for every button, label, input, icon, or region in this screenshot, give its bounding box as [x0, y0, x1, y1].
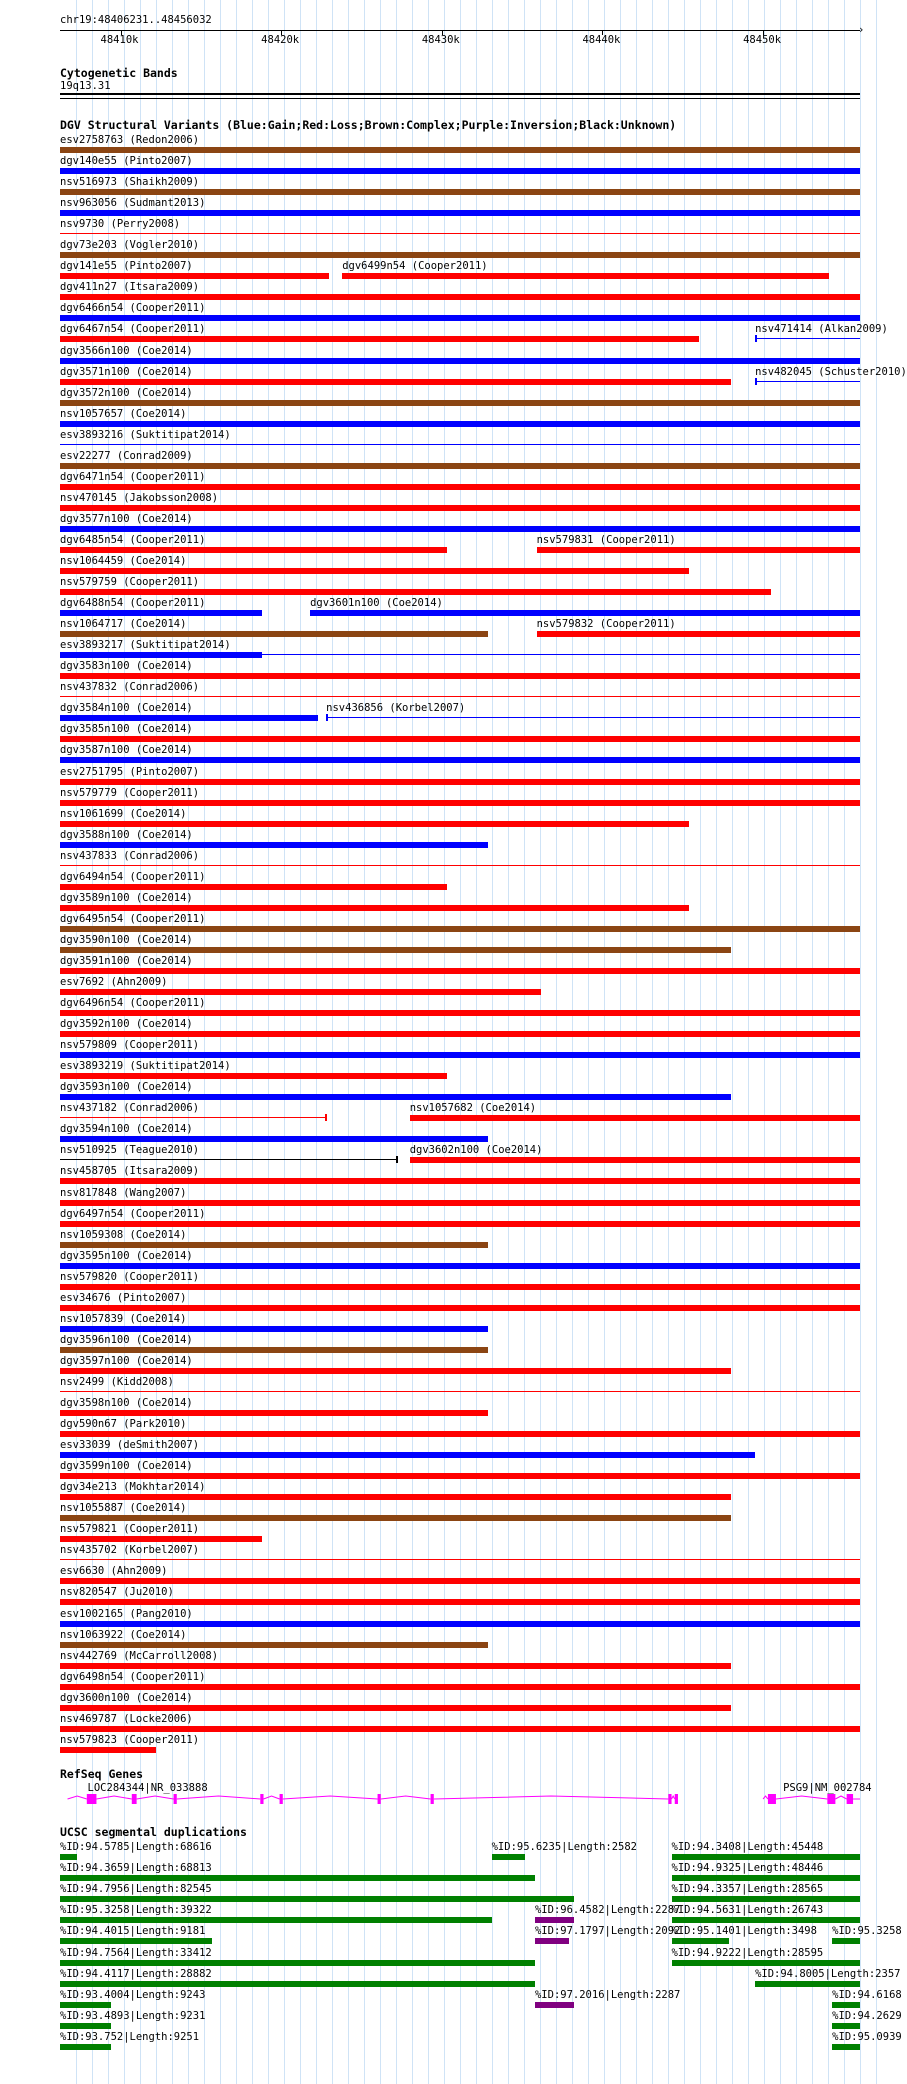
- dgv-variant-label: nsv471414 (Alkan2009): [755, 323, 888, 336]
- grid-line: [748, 0, 749, 2084]
- dgv-variant-label: dgv3588n100 (Coe2014): [60, 828, 193, 841]
- ruler-arrow: ›: [858, 24, 865, 36]
- segdup-label: %ID:95.3258: [832, 1925, 902, 1938]
- refseq-gene-label: PSG9|NM_002784: [783, 1782, 872, 1794]
- dgv-variant-label: esv22277 (Conrad2009): [60, 449, 193, 462]
- grid-line: [556, 0, 557, 2084]
- dgv-variant-bar: [60, 652, 262, 658]
- dgv-variant-label: dgv6471n54 (Cooper2011): [60, 470, 206, 483]
- grid-line: [316, 0, 317, 2084]
- grid-line: [780, 0, 781, 2084]
- dgv-variant-bar: [755, 338, 860, 339]
- dgv-variant-bar: [60, 147, 860, 153]
- dgv-variant-label: dgv6498n54 (Cooper2011): [60, 1670, 206, 1683]
- grid-line: [572, 0, 573, 2084]
- grid-line: [412, 0, 413, 2084]
- refseq-gene-model: [0, 1790, 890, 1810]
- dgv-variant-label: dgv6499n54 (Cooper2011): [342, 260, 488, 273]
- dgv-variant-bar: [60, 273, 329, 279]
- dgv-variant-label: nsv579823 (Cooper2011): [60, 1733, 200, 1746]
- dgv-track-title: DGV Structural Variants (Blue:Gain;Red:Loss;Brown:Complex;Purple:Inversion;Black:Unknown): [60, 118, 677, 132]
- grid-line: [268, 0, 269, 2084]
- dgv-variant-label: dgv3594n100 (Coe2014): [60, 1123, 193, 1136]
- dgv-variant-bar: [537, 631, 860, 637]
- segdup-label: %ID:94.7956|Length:82545: [60, 1883, 212, 1896]
- dgv-variant-bar: [60, 1536, 262, 1542]
- dgv-variant-label: esv3893216 (Suktitipat2014): [60, 428, 231, 441]
- dgv-variant-label: nsv579809 (Cooper2011): [60, 1039, 200, 1052]
- dgv-variant-label: dgv6494n54 (Cooper2011): [60, 870, 206, 883]
- grid-line: [876, 0, 877, 2084]
- grid-line: [620, 0, 621, 2084]
- dgv-variant-label: dgv140e55 (Pinto2007): [60, 155, 193, 168]
- dgv-variant-label: dgv6485n54 (Cooper2011): [60, 533, 206, 546]
- dgv-variant-label: dgv3589n100 (Coe2014): [60, 891, 193, 904]
- dgv-variant-bar: [60, 463, 860, 469]
- dgv-variant-label: nsv510925 (Teague2010): [60, 1144, 200, 1157]
- dgv-variant-bar: [410, 1157, 860, 1163]
- dgv-variant-start-cap: [326, 714, 328, 721]
- dgv-variant-bar: [60, 589, 771, 595]
- segdup-bar: [60, 1854, 77, 1860]
- dgv-variant-label: dgv3584n100 (Coe2014): [60, 702, 193, 715]
- dgv-variant-bar: [60, 400, 860, 406]
- dgv-variant-bar: [60, 1515, 731, 1521]
- grid-line: [636, 0, 637, 2084]
- dgv-variant-bar: [537, 547, 860, 553]
- dgv-variant-bar: [60, 1221, 860, 1227]
- dgv-variant-label: dgv411n27 (Itsara2009): [60, 281, 200, 294]
- dgv-variant-label: nsv482045 (Schuster2010): [755, 365, 907, 378]
- dgv-variant-label: dgv3593n100 (Coe2014): [60, 1081, 193, 1094]
- dgv-variant-bar: [60, 1391, 860, 1392]
- dgv-variant-label: nsv1064459 (Coe2014): [60, 555, 187, 567]
- dgv-variant-label: esv34676 (Pinto2007): [60, 1291, 187, 1304]
- dgv-variant-label: nsv1063922 (Coe2014): [60, 1628, 187, 1641]
- segdup-label: %ID:97.2016|Length:2287: [534, 1988, 681, 2001]
- grid-line: [604, 0, 605, 2084]
- dgv-variant-end-cap: [396, 1156, 398, 1163]
- dgv-variant-label: dgv3585n100 (Coe2014): [60, 723, 193, 736]
- segdup-label: %ID:94.3357|Length:28565: [671, 1883, 824, 1896]
- dgv-variant-end-cap: [325, 1114, 327, 1121]
- dgv-variant-label: dgv3583n100 (Coe2014): [60, 660, 193, 673]
- dgv-variant-bar: [326, 717, 860, 718]
- dgv-variant-bar: [60, 1200, 860, 1206]
- dgv-variant-bar: [310, 610, 860, 616]
- grid-line: [460, 0, 461, 2084]
- dgv-variant-label: nsv1057657 (Coe2014): [60, 407, 187, 420]
- grid-line: [332, 0, 333, 2084]
- segdup-bar: [60, 1917, 492, 1923]
- dgv-variant-bar: [60, 505, 860, 511]
- segdup-track-title: UCSC segmental duplications: [60, 1825, 247, 1839]
- dgv-variant-bar: [60, 233, 860, 234]
- grid-line: [732, 0, 733, 2084]
- dgv-variant-bar: [60, 1431, 860, 1437]
- grid-line: [828, 0, 829, 2084]
- cytoband-track-title: Cytogenetic Bands: [60, 66, 178, 80]
- dgv-variant-label: nsv1064717 (Coe2014): [60, 618, 187, 631]
- dgv-variant-label: dgv6496n54 (Cooper2011): [60, 997, 206, 1010]
- cytoband-bar-bottom: [60, 98, 860, 99]
- dgv-variant-label: nsv437832 (Conrad2006): [60, 681, 200, 694]
- dgv-variant-label: nsv458705 (Itsara2009): [60, 1165, 200, 1178]
- dgv-variant-bar: [60, 379, 731, 385]
- grid-line: [844, 0, 845, 2084]
- dgv-variant-label: nsv579759 (Cooper2011): [60, 576, 200, 589]
- refseq-exon: [847, 1794, 853, 1804]
- dgv-variant-label: dgv34e213 (Mokhtar2014): [60, 1481, 206, 1494]
- dgv-variant-label: dgv3566n100 (Coe2014): [60, 344, 193, 357]
- segdup-bar: [60, 1938, 212, 1944]
- segdup-bar: [832, 1938, 860, 1944]
- segdup-bar: [832, 2044, 860, 2050]
- segdup-label: %ID:94.3408|Length:45448: [671, 1841, 824, 1853]
- grid-line: [492, 0, 493, 2084]
- dgv-variant-label: dgv6467n54 (Cooper2011): [60, 323, 206, 336]
- dgv-variant-bar: [60, 989, 541, 995]
- dgv-variant-label: nsv9730 (Perry2008): [60, 218, 181, 231]
- dgv-variant-bar: [60, 1473, 860, 1479]
- segdup-label: %ID:96.4582|Length:2287: [534, 1904, 681, 1917]
- dgv-variant-label: dgv6488n54 (Cooper2011): [60, 597, 206, 610]
- refseq-gene-label: LOC284344|NR_033888: [87, 1782, 208, 1794]
- dgv-variant-label: esv33039 (deSmith2007): [60, 1439, 200, 1452]
- dgv-variant-bar: [60, 421, 860, 427]
- segdup-label: %ID:95.6235|Length:2582: [491, 1841, 638, 1853]
- dgv-variant-label: nsv470145 (Jakobsson2008): [60, 491, 219, 504]
- dgv-variant-bar: [60, 1494, 731, 1500]
- dgv-variant-bar: [60, 1559, 860, 1560]
- dgv-variant-label: nsv435702 (Korbel2007): [60, 1544, 200, 1557]
- dgv-variant-label: dgv3592n100 (Coe2014): [60, 1018, 193, 1031]
- dgv-variant-label: nsv579821 (Cooper2011): [60, 1523, 200, 1536]
- dgv-variant-bar: [60, 779, 860, 785]
- dgv-variant-label: nsv1057682 (Coe2014): [409, 1102, 537, 1115]
- dgv-variant-label: esv3893219 (Suktitipat2014): [60, 1060, 231, 1073]
- dgv-variant-label: nsv436856 (Korbel2007): [326, 702, 466, 715]
- refseq-intron-line: [763, 1796, 860, 1799]
- grid-line: [380, 0, 381, 2084]
- grid-line: [860, 0, 861, 2084]
- dgv-variant-start-cap: [755, 335, 757, 342]
- ruler-tick-label: 48440k: [582, 34, 621, 46]
- dgv-variant-bar: [60, 884, 447, 890]
- dgv-variant-bar: [60, 1094, 731, 1100]
- dgv-variant-label: dgv3595n100 (Coe2014): [60, 1249, 193, 1262]
- grid-line: [476, 0, 477, 2084]
- segdup-label: %ID:95.1401|Length:3498: [671, 1925, 817, 1938]
- dgv-variant-label: dgv6466n54 (Cooper2011): [60, 302, 206, 315]
- grid-line: [252, 0, 253, 2084]
- segdup-bar: [672, 1875, 860, 1881]
- dgv-variant-label: nsv437182 (Conrad2006): [60, 1102, 200, 1115]
- dgv-variant-label: dgv6497n54 (Cooper2011): [60, 1207, 206, 1220]
- dgv-variant-bar: [60, 1578, 860, 1584]
- segdup-bar: [672, 1917, 860, 1923]
- dgv-variant-bar: [60, 631, 488, 637]
- dgv-variant-bar: [60, 1263, 860, 1269]
- dgv-variant-bar: [60, 757, 860, 763]
- segdup-label: %ID:94.2629: [832, 2009, 902, 2022]
- segdup-bar: [60, 2044, 111, 2050]
- dgv-variant-label: nsv579832 (Cooper2011): [536, 618, 676, 631]
- dgv-variant-bar: [60, 210, 860, 216]
- dgv-variant-bar: [60, 1326, 488, 1332]
- grid-line: [764, 0, 765, 2084]
- dgv-variant-label: nsv1057839 (Coe2014): [60, 1312, 187, 1325]
- dgv-variant-label: dgv3597n100 (Coe2014): [60, 1354, 193, 1367]
- grid-line: [540, 0, 541, 2084]
- dgv-variant-label: nsv1059308 (Coe2014): [60, 1228, 187, 1241]
- dgv-variant-label: dgv3596n100 (Coe2014): [60, 1333, 193, 1346]
- segdup-bar: [755, 1981, 860, 1987]
- ruler-tick-label: 48420k: [261, 34, 300, 46]
- grid-line: [796, 0, 797, 2084]
- dgv-variant-bar: [60, 484, 860, 490]
- ruler-tick-label: 48450k: [743, 34, 782, 46]
- grid-line: [716, 0, 717, 2084]
- dgv-variant-bar: [60, 1031, 860, 1037]
- dgv-variant-bar: [60, 696, 860, 697]
- dgv-variant-bar: [60, 252, 860, 258]
- refseq-track-title: RefSeq Genes: [60, 1767, 144, 1781]
- dgv-variant-bar: [60, 1159, 397, 1160]
- dgv-variant-bar: [60, 168, 860, 174]
- dgv-variant-label: nsv2499 (Kidd2008): [60, 1375, 174, 1388]
- grid-line: [524, 0, 525, 2084]
- dgv-variant-bar: [60, 865, 860, 866]
- refseq-exon: [827, 1794, 835, 1804]
- grid-line: [396, 0, 397, 2084]
- dgv-variant-bar: [60, 526, 860, 532]
- dgv-variant-bar: [60, 1284, 860, 1290]
- cytoband-bar: [60, 93, 860, 95]
- dgv-variant-label: dgv3577n100 (Coe2014): [60, 512, 193, 525]
- segdup-label: %ID:94.4015|Length:9181: [60, 1925, 206, 1938]
- dgv-variant-label: nsv1055887 (Coe2014): [60, 1502, 187, 1515]
- dgv-variant-label: nsv469787 (Locke2006): [60, 1712, 193, 1725]
- grid-line: [364, 0, 365, 2084]
- dgv-variant-label: dgv3571n100 (Coe2014): [60, 365, 193, 378]
- segdup-label: %ID:95.0939: [832, 2030, 902, 2043]
- dgv-variant-label: esv2751795 (Pinto2007): [60, 765, 200, 778]
- dgv-variant-bar: [60, 1663, 731, 1669]
- dgv-variant-label: dgv3572n100 (Coe2014): [60, 386, 193, 399]
- dgv-variant-bar: [60, 358, 860, 364]
- dgv-variant-label: nsv579820 (Cooper2011): [60, 1270, 200, 1283]
- dgv-variant-bar: [60, 821, 689, 827]
- segdup-bar: [492, 1854, 526, 1860]
- segdup-bar: [60, 2002, 111, 2008]
- dgv-variant-bar: [60, 1347, 488, 1353]
- dgv-variant-bar: [60, 568, 689, 574]
- dgv-variant-bar: [60, 610, 262, 616]
- ruler-tick-label: 48430k: [421, 34, 460, 46]
- dgv-variant-bar: [60, 1073, 447, 1079]
- segdup-bar: [672, 1960, 860, 1966]
- dgv-variant-bar: [342, 273, 829, 279]
- dgv-variant-label: dgv3600n100 (Coe2014): [60, 1691, 193, 1704]
- segdup-label: %ID:94.5785|Length:68616: [60, 1841, 212, 1853]
- refseq-exon: [768, 1794, 776, 1804]
- dgv-variant-bar: [60, 926, 860, 932]
- dgv-variant-label: nsv516973 (Shaikh2009): [60, 176, 200, 189]
- grid-line: [652, 0, 653, 2084]
- dgv-variant-label: esv6630 (Ahn2009): [60, 1565, 168, 1578]
- dgv-variant-bar: [60, 189, 860, 195]
- grid-line: [444, 0, 445, 2084]
- segdup-bar: [832, 2023, 860, 2029]
- dgv-variant-label: dgv590n67 (Park2010): [60, 1418, 187, 1431]
- dgv-variant-label: nsv437833 (Conrad2006): [60, 849, 200, 862]
- dgv-variant-bar: [60, 1705, 731, 1711]
- segdup-bar: [832, 2002, 860, 2008]
- grid-line: [284, 0, 285, 2084]
- grid-line: [220, 0, 221, 2084]
- dgv-variant-bar: [60, 1599, 860, 1605]
- dgv-variant-label: dgv73e203 (Vogler2010): [60, 239, 200, 252]
- dgv-variant-label: esv7692 (Ahn2009): [60, 976, 168, 988]
- dgv-variant-bar: [410, 1115, 860, 1121]
- dgv-variant-label: dgv3598n100 (Coe2014): [60, 1397, 193, 1409]
- segdup-label: %ID:94.9222|Length:28595: [671, 1946, 824, 1959]
- segdup-label: %ID:95.3258|Length:39322: [60, 1904, 212, 1917]
- dgv-variant-bar: [60, 1178, 860, 1184]
- dgv-variant-bar: [60, 547, 447, 553]
- dgv-variant-bar: [60, 1452, 755, 1458]
- dgv-variant-bar: [755, 381, 860, 382]
- cytoband-label: 19q13.31: [60, 80, 111, 92]
- segdup-label: %ID:94.4117|Length:28882: [60, 1967, 212, 1980]
- dgv-variant-bar: [60, 1010, 860, 1016]
- dgv-variant-label: esv3893217 (Suktitipat2014): [60, 639, 231, 652]
- segdup-label: %ID:94.6168: [832, 1988, 902, 2001]
- dgv-variant-bar: [60, 336, 699, 342]
- dgv-variant-label: nsv579779 (Cooper2011): [60, 786, 200, 799]
- dgv-variant-bar: [60, 315, 860, 321]
- dgv-variant-label: dgv141e55 (Pinto2007): [60, 260, 193, 273]
- segdup-bar: [60, 1981, 535, 1987]
- ruler-axis: [60, 30, 860, 31]
- dgv-variant-label: nsv442769 (McCarroll2008): [60, 1649, 219, 1662]
- dgv-variant-bar: [60, 947, 731, 953]
- dgv-variant-label: dgv6495n54 (Cooper2011): [60, 912, 206, 925]
- grid-line: [588, 0, 589, 2084]
- segdup-bar: [672, 1938, 730, 1944]
- segdup-label: %ID:94.3659|Length:68813: [60, 1862, 212, 1875]
- dgv-variant-bar: [60, 1684, 860, 1690]
- dgv-variant-bar: [60, 1726, 860, 1732]
- dgv-variant-label: dgv3599n100 (Coe2014): [60, 1460, 193, 1473]
- dgv-variant-label: dgv3601n100 (Coe2014): [310, 597, 443, 610]
- segdup-bar: [60, 1875, 535, 1881]
- segdup-bar: [535, 1917, 574, 1923]
- dgv-variant-bar: [60, 842, 488, 848]
- dgv-variant-bar: [60, 1410, 488, 1416]
- grid-line: [668, 0, 669, 2084]
- position-label: chr19:48406231..48456032: [60, 14, 212, 26]
- segdup-label: %ID:94.8005|Length:2357: [755, 1967, 901, 1980]
- segdup-label: %ID:97.1797|Length:2092: [534, 1925, 681, 1938]
- segdup-label: %ID:94.9325|Length:48446: [671, 1862, 824, 1875]
- dgv-variant-bar: [60, 1242, 488, 1248]
- dgv-variant-bar: [60, 1642, 488, 1648]
- dgv-variant-label: esv1002165 (Pang2010): [60, 1607, 193, 1620]
- dgv-variant-bar: [60, 1621, 860, 1627]
- dgv-variant-label: dgv3590n100 (Coe2014): [60, 933, 193, 946]
- segdup-bar: [535, 1938, 569, 1944]
- grid-line: [428, 0, 429, 2084]
- dgv-variant-label: nsv817848 (Wang2007): [60, 1186, 187, 1199]
- grid-line: [700, 0, 701, 2084]
- dgv-variant-bar: [60, 715, 318, 721]
- dgv-variant-label: nsv963056 (Sudmant2013): [60, 197, 206, 210]
- dgv-variant-label: nsv1061699 (Coe2014): [60, 807, 187, 820]
- segdup-bar: [672, 1896, 860, 1902]
- dgv-variant-bar: [60, 1136, 488, 1142]
- dgv-variant-bar: [60, 905, 689, 911]
- dgv-variant-bar: [60, 1305, 860, 1311]
- grid-line: [812, 0, 813, 2084]
- dgv-variant-bar: [60, 736, 860, 742]
- segdup-bar: [60, 1960, 535, 1966]
- grid-line: [508, 0, 509, 2084]
- segdup-label: %ID:94.5631|Length:26743: [671, 1904, 824, 1917]
- dgv-variant-bar: [60, 1747, 156, 1753]
- grid-line: [300, 0, 301, 2084]
- segdup-bar: [535, 2002, 574, 2008]
- dgv-variant-label: dgv3602n100 (Coe2014): [409, 1144, 543, 1157]
- segdup-label: %ID:94.7564|Length:33412: [60, 1946, 212, 1959]
- segdup-bar: [672, 1854, 860, 1860]
- dgv-variant-bar: [60, 294, 860, 300]
- segdup-label: %ID:93.4004|Length:9243: [60, 1988, 206, 2001]
- grid-line: [348, 0, 349, 2084]
- dgv-variant-bar: [60, 1117, 326, 1118]
- dgv-variant-bar: [60, 1052, 860, 1058]
- dgv-variant-bar: [60, 968, 860, 974]
- dgv-variant-label: nsv820547 (Ju2010): [60, 1586, 174, 1599]
- segdup-label: %ID:93.752|Length:9251: [60, 2030, 200, 2043]
- segdup-bar: [60, 1896, 574, 1902]
- grid-line: [236, 0, 237, 2084]
- grid-line: [684, 0, 685, 2084]
- segdup-bar: [60, 2023, 111, 2029]
- dgv-variant-label: esv2758763 (Redon2006): [60, 134, 200, 146]
- dgv-variant-bar: [60, 1368, 731, 1374]
- dgv-variant-bar: [60, 800, 860, 806]
- segdup-label: %ID:93.4893|Length:9231: [60, 2009, 206, 2022]
- dgv-variant-label: nsv579831 (Cooper2011): [536, 533, 676, 546]
- dgv-variant-start-cap: [755, 378, 757, 385]
- dgv-variant-label: dgv3587n100 (Coe2014): [60, 744, 193, 757]
- dgv-variant-extension: [262, 654, 860, 655]
- dgv-variant-bar: [60, 673, 860, 679]
- ruler-tick-label: 48410k: [100, 34, 139, 46]
- dgv-variant-label: dgv3591n100 (Coe2014): [60, 954, 193, 967]
- dgv-variant-bar: [60, 444, 860, 445]
